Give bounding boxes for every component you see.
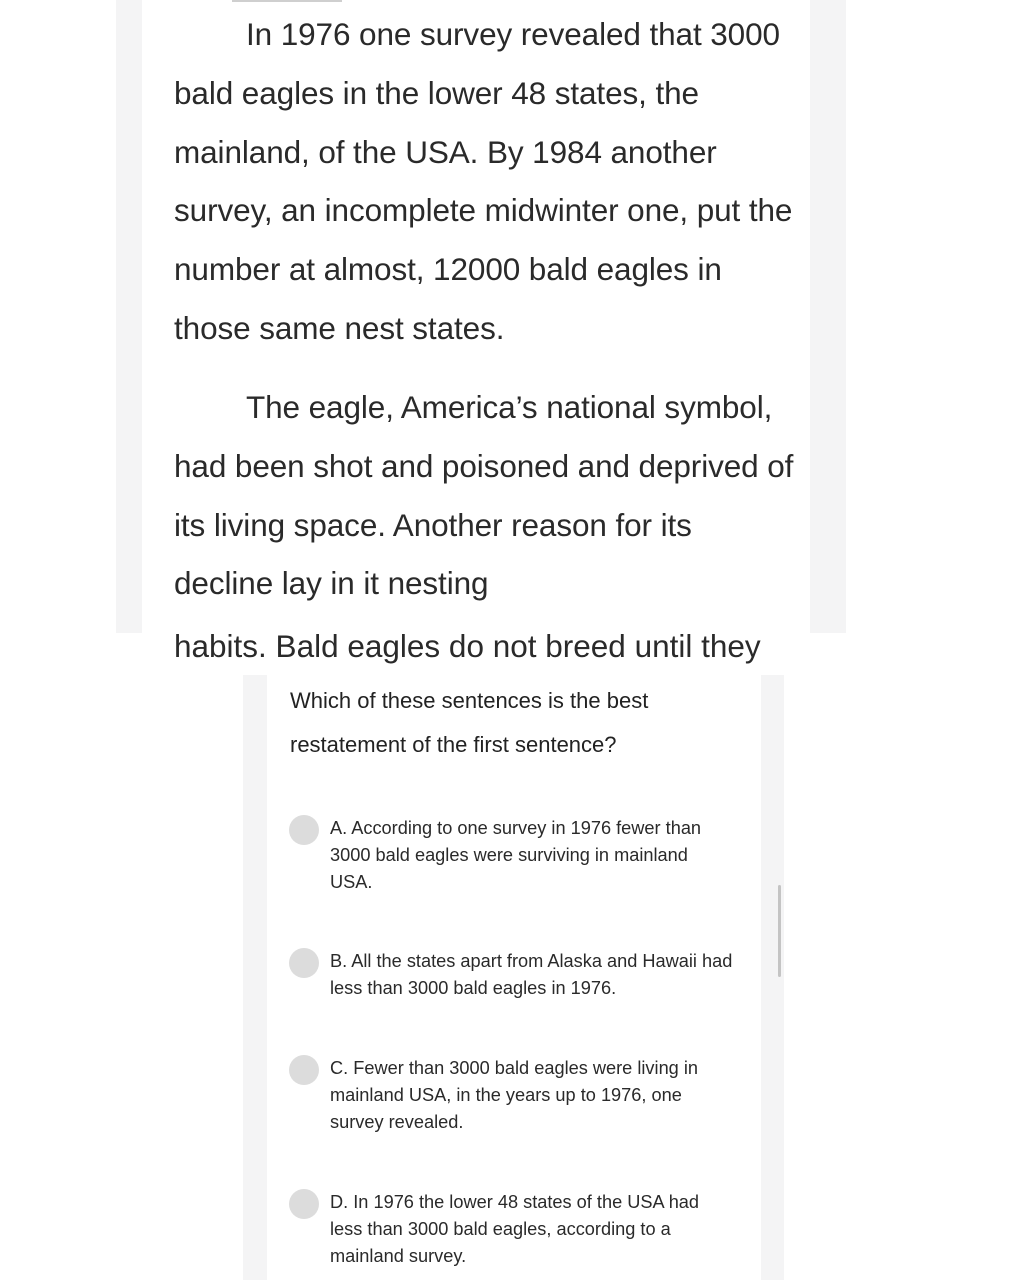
- radio-button-c[interactable]: [289, 1055, 319, 1085]
- answer-option-d-label: D. In 1976 the lower 48 states of the USA had less than 3000 bald eagles, according to a mainland survey.: [330, 1192, 700, 1266]
- passage-paragraph-2: The eagle, America’s national symbol, had been shot and poisoned and deprived of its living space. Another reason for its decline lay in it nesting: [174, 389, 794, 602]
- scrollbar-thumb[interactable]: [778, 885, 781, 977]
- passage-cutoff-text: habits. Bald eagles do not breed until they: [174, 628, 761, 664]
- passage-paragraph-1: In 1976 one survey revealed that 3000 bald eagles in the lower 48 states, the mainland, of the USA. By 1984 another survey, an incomplete midwinter one, put the number at almost, 12000 bald eagles in those same nest states.: [174, 16, 793, 346]
- radio-button-a[interactable]: [289, 815, 319, 845]
- passage-top-edge: [232, 0, 342, 2]
- passage-cutoff-line: [174, 623, 794, 664]
- answer-option-c-label: C. Fewer than 3000 bald eagles were living in mainland USA, in the years up to 1976, one survey revealed.: [330, 1058, 699, 1132]
- radio-button-b[interactable]: [289, 948, 319, 978]
- passage-panel[interactable]: [116, 0, 846, 664]
- passage-card: [142, 0, 810, 664]
- answer-option-a-label: A. According to one survey in 1976 fewer than 3000 bald eagles were surviving in mainland USA.: [330, 818, 702, 892]
- question-card: [267, 675, 761, 1280]
- question-text: Which of these sentences is the best restatement of the first sentence?: [290, 688, 649, 757]
- radio-button-d[interactable]: [289, 1189, 319, 1219]
- question-panel: [243, 675, 784, 1280]
- scrollbar[interactable]: [775, 675, 784, 1280]
- answer-option-b-label: B. All the states apart from Alaska and Hawaii had less than 3000 bald eagles in 1976.: [330, 951, 733, 998]
